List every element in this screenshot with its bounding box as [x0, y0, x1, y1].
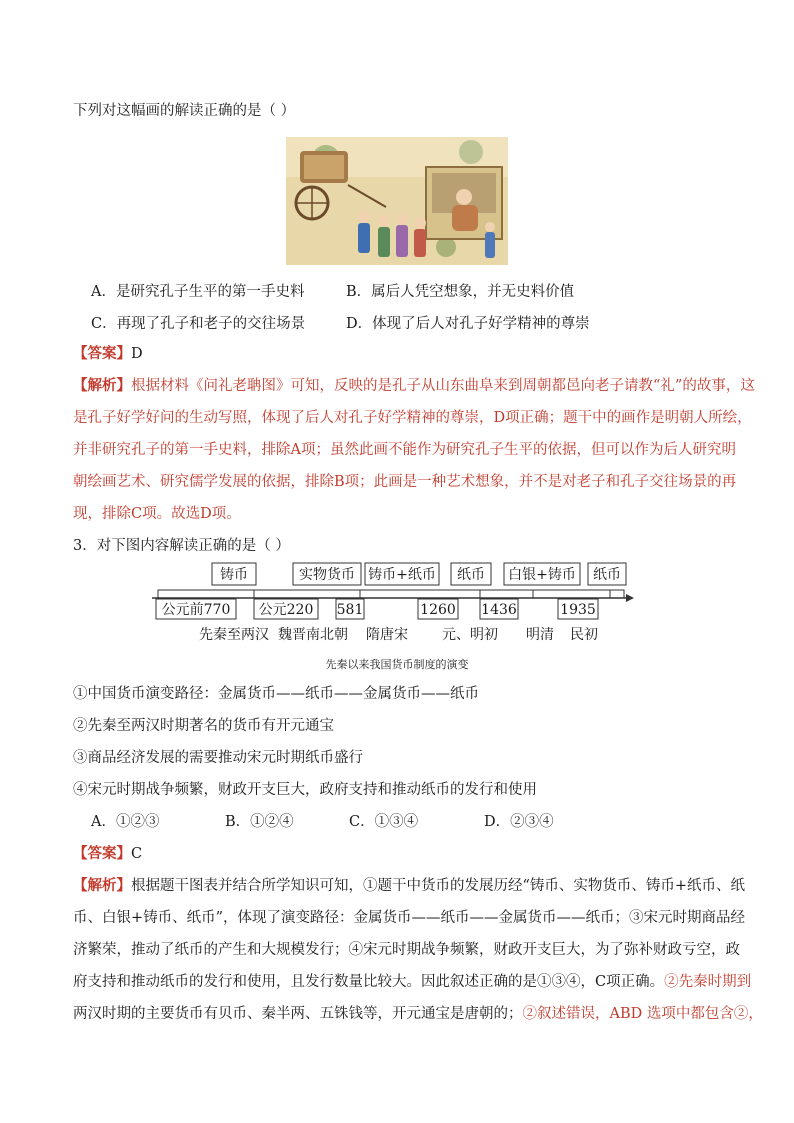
svg-text:纸币: 纸币: [457, 567, 485, 583]
currency-label-1: [212, 563, 256, 585]
question-stem: 下列对这幅画的解读正确的是（ ）: [73, 103, 296, 119]
answer-line: [73, 344, 143, 364]
option-c: C．再现了孔子和老子的交往场景: [91, 316, 306, 332]
svg-text:1260: 1260: [420, 602, 456, 618]
period-label-5: 明清: [526, 627, 554, 643]
svg-text:铸币: 铸币: [220, 567, 248, 583]
svg-text:公元前770: 公元前770: [161, 602, 231, 618]
analysis-line-4: 朝绘画艺术、研究儒学发展的依据，排除B项；此画是一种艺术想象，并不是对老子和孔子交往场景的再: [73, 474, 737, 490]
svg-text:公元220: 公元220: [258, 602, 314, 618]
statement-4: ④宋元时期战争频繁，财政开支巨大，政府支持和推动纸币的发行和使用: [73, 782, 537, 798]
currency-label-4: [451, 563, 491, 585]
svg-text:1935: 1935: [560, 602, 596, 618]
analysis-line-1: 【解析】根据材料《问礼老聃图》可知，反映的是孔子从山东曲阜来到周朝都邑向老子请教“礼”的故事，这: [73, 378, 755, 394]
statement-3: ③商品经济发展的需要推动宋元时期纸币盛行: [73, 750, 363, 766]
option-b: B．属后人凭空想象，并无史料价值: [346, 284, 575, 300]
analysis-tag: 【解析】: [73, 378, 131, 394]
svg-text:白银+铸币: 白银+铸币: [508, 567, 576, 583]
answer-tag: 【答案】: [73, 846, 131, 862]
option-d: D．体现了后人对孔子好学精神的尊崇: [346, 316, 590, 332]
analysis-line-5: 两汉时期的主要货币有贝币、秦半两、五铢钱等，开元通宝是唐朝的；②叙述错误，ABD 选项中都包含②，: [73, 1006, 763, 1022]
statement-1: ①中国货币演变路径：金属货币——纸币——金属货币——纸币: [73, 686, 479, 702]
year-label-5: [480, 599, 518, 619]
analysis-line-2: 币、白银+铸币、纸币”，体现了演变路径：金属货币——纸币——金属货币——纸币；③宋元时期商品经: [73, 910, 746, 926]
analysis-line-3: 并非研究孔子的第一手史料，排除A项；虽然此画不能作为研究孔子生平的依据，但可以作为后人研究明: [73, 442, 736, 458]
year-label-1: [156, 599, 236, 619]
period-label-6: 民初: [570, 627, 598, 643]
answer-line: [73, 844, 142, 864]
currency-label-5: [504, 563, 580, 585]
analysis-line-2: 是孔子好学好问的生动写照，体现了后人对孔子好学精神的尊崇，D项正确；题干中的画作是明朝人所绘，: [73, 410, 752, 426]
svg-text:铸币+纸币: 铸币+纸币: [368, 567, 436, 583]
analysis-tag: 【解析】: [73, 878, 131, 894]
answer-tag: 【答案】: [73, 346, 131, 362]
currency-timeline: [150, 560, 640, 644]
analysis-line-3: 济繁荣，推动了纸币的产生和大规模发行；④宋元时期战争频繁，财政开支巨大，为了弥补财政亏空，政: [73, 942, 740, 958]
svg-text:1436: 1436: [481, 602, 517, 618]
answer-value: C: [131, 846, 143, 862]
period-label-1: 先秦至两汉: [199, 627, 269, 643]
timeline-caption: 先秦以来我国货币制度的演变: [325, 658, 469, 671]
year-label-4: [418, 599, 458, 619]
option-a: A．①②③: [91, 814, 160, 830]
option-c: C．①③④: [349, 814, 419, 830]
year-label-2: [254, 599, 318, 619]
analysis-line-4: 府支持和推动纸币的发行和使用，且发行数量比较大。因此叙述正确的是①③④，C项正确。②先秦时期到: [73, 974, 752, 990]
option-b: B．①②④: [225, 814, 294, 830]
analysis-line-1: 【解析】根据题干图表并结合所学知识可知，①题干中货币的发展历经“铸币、实物货币、铸币+纸币、纸: [73, 878, 746, 894]
svg-text:实物货币: 实物货币: [299, 567, 355, 583]
painting-illustration: [286, 137, 508, 265]
answer-value: D: [131, 346, 143, 362]
year-label-6: [558, 599, 598, 619]
currency-label-6: [588, 563, 626, 585]
currency-label-3: [365, 563, 439, 585]
option-d: D．②③④: [484, 814, 554, 830]
period-label-3: 隋唐宋: [366, 627, 408, 643]
currency-label-2: [293, 563, 361, 585]
statement-2: ②先秦至两汉时期著名的货币有开元通宝: [73, 718, 334, 734]
period-label-2: 魏晋南北朝: [278, 627, 348, 643]
period-label-4: 元、明初: [442, 627, 498, 643]
svg-text:581: 581: [336, 602, 364, 618]
question-stem: 3．对下图内容解读正确的是（ ）: [73, 538, 290, 554]
year-label-3: [336, 599, 364, 619]
analysis-line-5: 现，排除C项。故选D项。: [73, 506, 241, 522]
svg-text:纸币: 纸币: [593, 567, 621, 583]
option-a: A．是研究孔子生平的第一手史料: [91, 284, 305, 300]
